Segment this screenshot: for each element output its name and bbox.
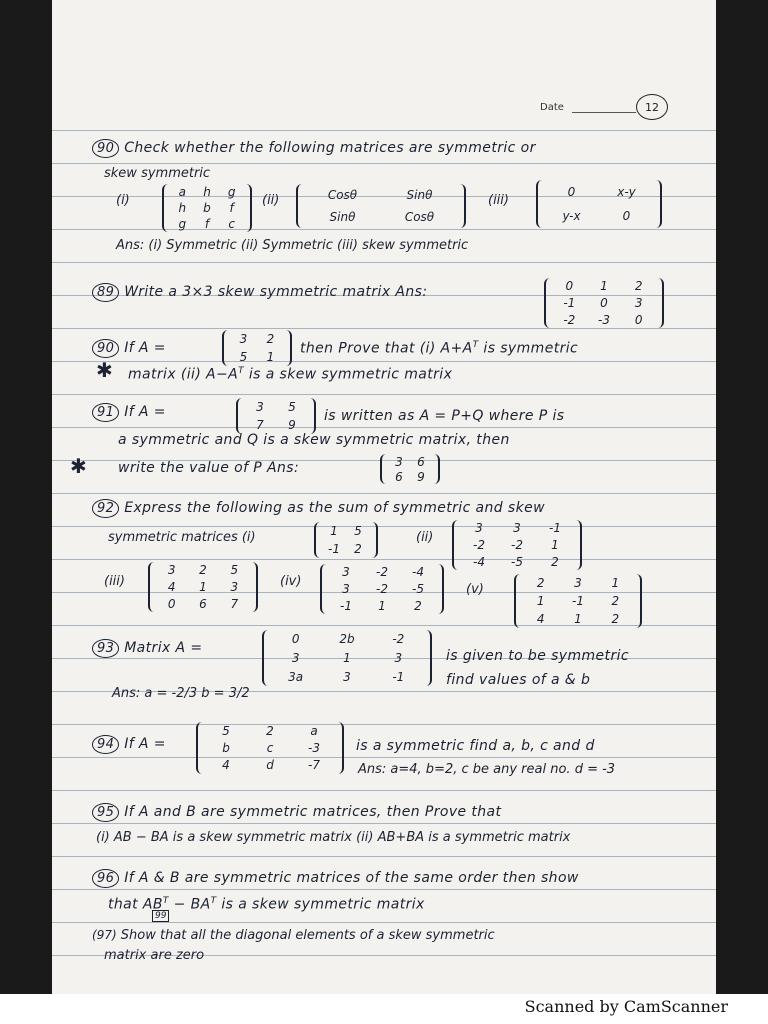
matrix-cell: -3 (308, 740, 320, 755)
date-line (572, 112, 636, 113)
matrix-cell: 6 (417, 454, 425, 469)
matrix-cell: g (227, 185, 236, 199)
matrix-cell: c (228, 217, 235, 231)
q90b-line1b (300, 340, 578, 357)
ruled-line (52, 559, 716, 560)
q93-text-b: is given to be symmetric (446, 648, 629, 664)
matrix-cell: 1 (266, 350, 275, 364)
matrix-cell: 0 (565, 279, 574, 294)
matrix (162, 184, 252, 232)
matrix-cell: 1 (343, 650, 351, 665)
q96-line2-b: − BA (173, 896, 211, 913)
matrix (262, 630, 432, 686)
matrix-cell: h (178, 201, 187, 215)
matrix-cell: 2b (339, 632, 355, 647)
matrix-cell: 6 (199, 596, 207, 611)
ruled-line (52, 889, 716, 890)
ruled-line (52, 394, 716, 395)
matrix-cell: g (178, 217, 187, 231)
matrix-cell: 3 (475, 521, 483, 536)
question-number: 95 (92, 803, 119, 822)
matrix-cell: 2 (414, 598, 422, 613)
matrix-cell: 2 (266, 723, 274, 738)
q95-text: If A and B are symmetric matrices, then Prove that (124, 804, 502, 820)
matrix-cell: 5 (239, 350, 248, 364)
q90b-line2-b: is a skew symmetric matrix (248, 366, 453, 383)
matrix-cell: 3 (634, 295, 643, 310)
matrix-cell: 1 (378, 598, 386, 613)
question-number: 89 (92, 283, 119, 302)
matrix (544, 278, 664, 328)
matrix-cell: 1 (536, 594, 545, 608)
q91-text-b: is written as A = P+Q where P is (324, 408, 565, 424)
matrix-cell: -7 (308, 758, 320, 773)
matrix-cell: a (310, 723, 318, 738)
matrix-cell: -5 (412, 581, 424, 596)
matrix-cell: h (203, 185, 211, 199)
matrix-cell: 9 (417, 469, 425, 484)
q90-answer: Ans: (i) Symmetric (ii) Symmetric (iii) skew symmetric (116, 238, 469, 253)
matrix-cell: 0 (622, 209, 631, 223)
q92-label-ii: (ii) (416, 530, 434, 545)
matrix (296, 184, 466, 228)
matrix-cell: 2 (266, 332, 275, 346)
q92-text: Express the following as the sum of symmetric and skew (124, 500, 545, 516)
ruled-line (52, 328, 716, 329)
matrix-cell: 2 (354, 542, 362, 556)
matrix-cell: 2 (199, 563, 207, 578)
matrix-cell: 1 (199, 579, 207, 594)
matrix-cell: 5 (222, 723, 230, 738)
matrix-cell: 0 (291, 632, 300, 647)
matrix-cell: 2 (551, 554, 559, 569)
ruled-line (52, 790, 716, 791)
matrix-cell: f (229, 201, 234, 215)
question-number: 90 (92, 139, 119, 158)
question-number: (97) (92, 928, 117, 942)
matrix-cell: 0 (567, 185, 576, 199)
superscript: T (238, 366, 245, 376)
superscript: T (210, 896, 217, 906)
matrix-cell: 3 (574, 576, 582, 590)
q93-text-a: Matrix A = (124, 640, 203, 656)
q95-line1 (92, 804, 501, 820)
scanner-watermark: Scanned by CamScanner (524, 997, 728, 1016)
matrix-cell: 5 (230, 563, 239, 578)
matrix-cell: Sinθ (406, 188, 433, 202)
ruled-line (52, 262, 716, 263)
matrix-cell: -2 (511, 537, 523, 552)
matrix-cell: -2 (376, 581, 388, 596)
matrix-cell: d (266, 758, 274, 773)
matrix-cell: 0 (167, 596, 176, 611)
q96-line1 (92, 870, 579, 886)
matrix-cell: 0 (634, 312, 643, 327)
matrix-cell: Cosθ (404, 210, 435, 224)
q90-line1 (92, 140, 536, 156)
q92-label-iii: (iii) (104, 574, 125, 589)
matrix-cell: 7 (230, 596, 239, 611)
q90-label-iii: (iii) (488, 193, 509, 208)
matrix-cell: 2 (536, 576, 545, 590)
question-number: 93 (92, 639, 119, 658)
matrix-cell: 4 (536, 612, 545, 626)
question-number: 92 (92, 499, 119, 518)
matrix-cell: Cosθ (327, 188, 358, 202)
matrix-cell: c (266, 740, 274, 755)
matrix-cell: 3 (167, 563, 176, 578)
question-number: 91 (92, 403, 119, 422)
matrix-cell: -1 (549, 521, 561, 536)
matrix-cell: Sinθ (329, 210, 356, 224)
q92-label-iv: (iv) (280, 574, 302, 589)
matrix (222, 330, 292, 366)
ruled-line (52, 361, 716, 362)
star-mark: ✱ (70, 454, 87, 478)
matrix-cell: -4 (473, 554, 485, 569)
matrix-cell: 4 (167, 579, 176, 594)
star-mark: ✱ (96, 358, 113, 382)
q97-line2: matrix are zero (104, 948, 205, 963)
q89-text: Write a 3×3 skew symmetric matrix Ans: (124, 284, 428, 300)
matrix-cell: 1 (330, 524, 338, 538)
matrix-cell: f (204, 217, 210, 231)
q94-line1 (92, 736, 166, 752)
q90b-line1 (92, 340, 166, 356)
question-number: 90 (92, 339, 119, 358)
matrix-cell: -1 (328, 542, 340, 556)
ruled-line (52, 757, 716, 758)
matrix-cell: 0 (600, 295, 608, 310)
matrix-cell: x-y (617, 185, 636, 199)
q90b-line2 (128, 366, 452, 383)
matrix (452, 520, 582, 570)
matrix-cell: 3a (288, 669, 304, 684)
ruled-line (52, 526, 716, 527)
q93-answer: Ans: a = -2/3 b = 3/2 (112, 686, 250, 701)
matrix-cell: -2 (473, 537, 485, 552)
matrix-cell: 3 (239, 332, 248, 346)
matrix-cell: 7 (256, 418, 264, 432)
matrix-cell: -2 (392, 632, 405, 647)
matrix-cell: -1 (572, 594, 584, 608)
matrix-cell: -2 (563, 312, 576, 327)
ruled-line (52, 163, 716, 164)
q91-text-a: If A = (124, 404, 166, 420)
matrix-cell: b (203, 201, 211, 215)
matrix-cell: 3 (395, 454, 403, 469)
matrix-cell: 1 (600, 279, 608, 294)
matrix-cell: -1 (563, 295, 576, 310)
q92-line2: symmetric matrices (i) (108, 530, 256, 545)
q94-answer: Ans: a=4, b=2, c be any real no. d = -3 (358, 762, 616, 777)
ruled-line (52, 130, 716, 131)
matrix-cell: 3 (343, 669, 351, 684)
matrix-cell: 5 (288, 400, 296, 414)
matrix-cell: -4 (412, 565, 424, 580)
matrix-cell: 3 (342, 581, 350, 596)
superscript: T (472, 340, 479, 350)
matrix-cell: 3 (230, 579, 239, 594)
q90-text: Check whether the following matrices are symmetric or (124, 140, 536, 156)
q90-label-ii: (ii) (262, 193, 280, 208)
ruled-line (52, 493, 716, 494)
matrix (148, 562, 258, 612)
matrix-cell: 1 (574, 612, 582, 626)
q90b-line2-a: matrix (ii) A−A (128, 366, 239, 383)
matrix (380, 454, 440, 484)
matrix-cell: 1 (611, 576, 620, 590)
matrix-cell: -1 (392, 669, 405, 684)
q92-label-v: (v) (466, 582, 484, 597)
ruled-line (52, 922, 716, 923)
matrix-cell: 2 (611, 594, 620, 608)
q96-text: If A & B are symmetric matrices of the same order then show (124, 870, 579, 886)
matrix-cell: y-x (562, 209, 581, 223)
matrix-cell: -5 (511, 554, 523, 569)
matrix-cell: 5 (354, 524, 362, 538)
matrix-cell: 9 (288, 418, 296, 432)
matrix-cell: 3 (513, 521, 521, 536)
q94-text-a: If A = (124, 736, 166, 752)
matrix-cell: 3 (256, 400, 264, 414)
q90-line2: skew symmetric (104, 166, 211, 181)
matrix-cell: -2 (376, 565, 388, 580)
ruled-line (52, 856, 716, 857)
matrix (314, 522, 378, 558)
matrix-cell: a (178, 185, 186, 199)
q93-text-c: find values of a & b (446, 672, 591, 688)
matrix-cell: 4 (222, 758, 230, 773)
q91-line3: write the value of P Ans: (118, 460, 300, 476)
question-number: 96 (92, 869, 119, 888)
q90b-text-c: is symmetric (483, 340, 579, 357)
matrix-cell: b (222, 740, 230, 755)
q89-line (92, 284, 427, 300)
matrix-cell: -1 (340, 598, 352, 613)
ruled-line (52, 724, 716, 725)
q96-line2-a: that AB (108, 896, 163, 913)
matrix (236, 398, 316, 434)
q91-line2: a symmetric and Q is a skew symmetric matrix, then (118, 432, 510, 448)
q96-mark: 99 (152, 910, 169, 922)
matrix (536, 180, 662, 228)
date-label: Date (540, 102, 564, 113)
q93-line1 (92, 640, 203, 656)
matrix-cell: 2 (611, 612, 620, 626)
matrix-cell: 6 (395, 469, 403, 484)
matrix-cell: 3 (342, 565, 350, 580)
q92-line1 (92, 500, 545, 516)
matrix-cell: 1 (551, 537, 559, 552)
ruled-line (52, 427, 716, 428)
q90-label-i: (i) (116, 193, 130, 208)
question-number: 94 (92, 735, 119, 754)
q96-line2-c: is a skew symmetric matrix (221, 896, 425, 913)
q97-line1 (92, 928, 495, 943)
matrix-cell: 2 (634, 279, 643, 294)
q95-line2: (i) AB − BA is a skew symmetric matrix (ii) AB+BA is a symmetric matrix (96, 830, 571, 845)
matrix-cell: 3 (394, 650, 403, 665)
superscript: T (162, 896, 169, 906)
q91-line1 (92, 404, 166, 420)
matrix (320, 564, 444, 614)
matrix (514, 574, 642, 628)
ruled-line (52, 823, 716, 824)
ruled-line (52, 229, 716, 230)
matrix (196, 722, 344, 774)
matrix-cell: 3 (291, 650, 300, 665)
q97-text: Show that all the diagonal elements of a skew symmetric (120, 928, 495, 943)
q90b-text-a: If A = (124, 340, 166, 356)
matrix-cell: -3 (598, 312, 610, 327)
q90b-text-b: then Prove that (i) A+A (300, 340, 473, 357)
q94-text-b: is a symmetric find a, b, c and d (356, 738, 595, 754)
page-number: 12 (636, 94, 668, 120)
